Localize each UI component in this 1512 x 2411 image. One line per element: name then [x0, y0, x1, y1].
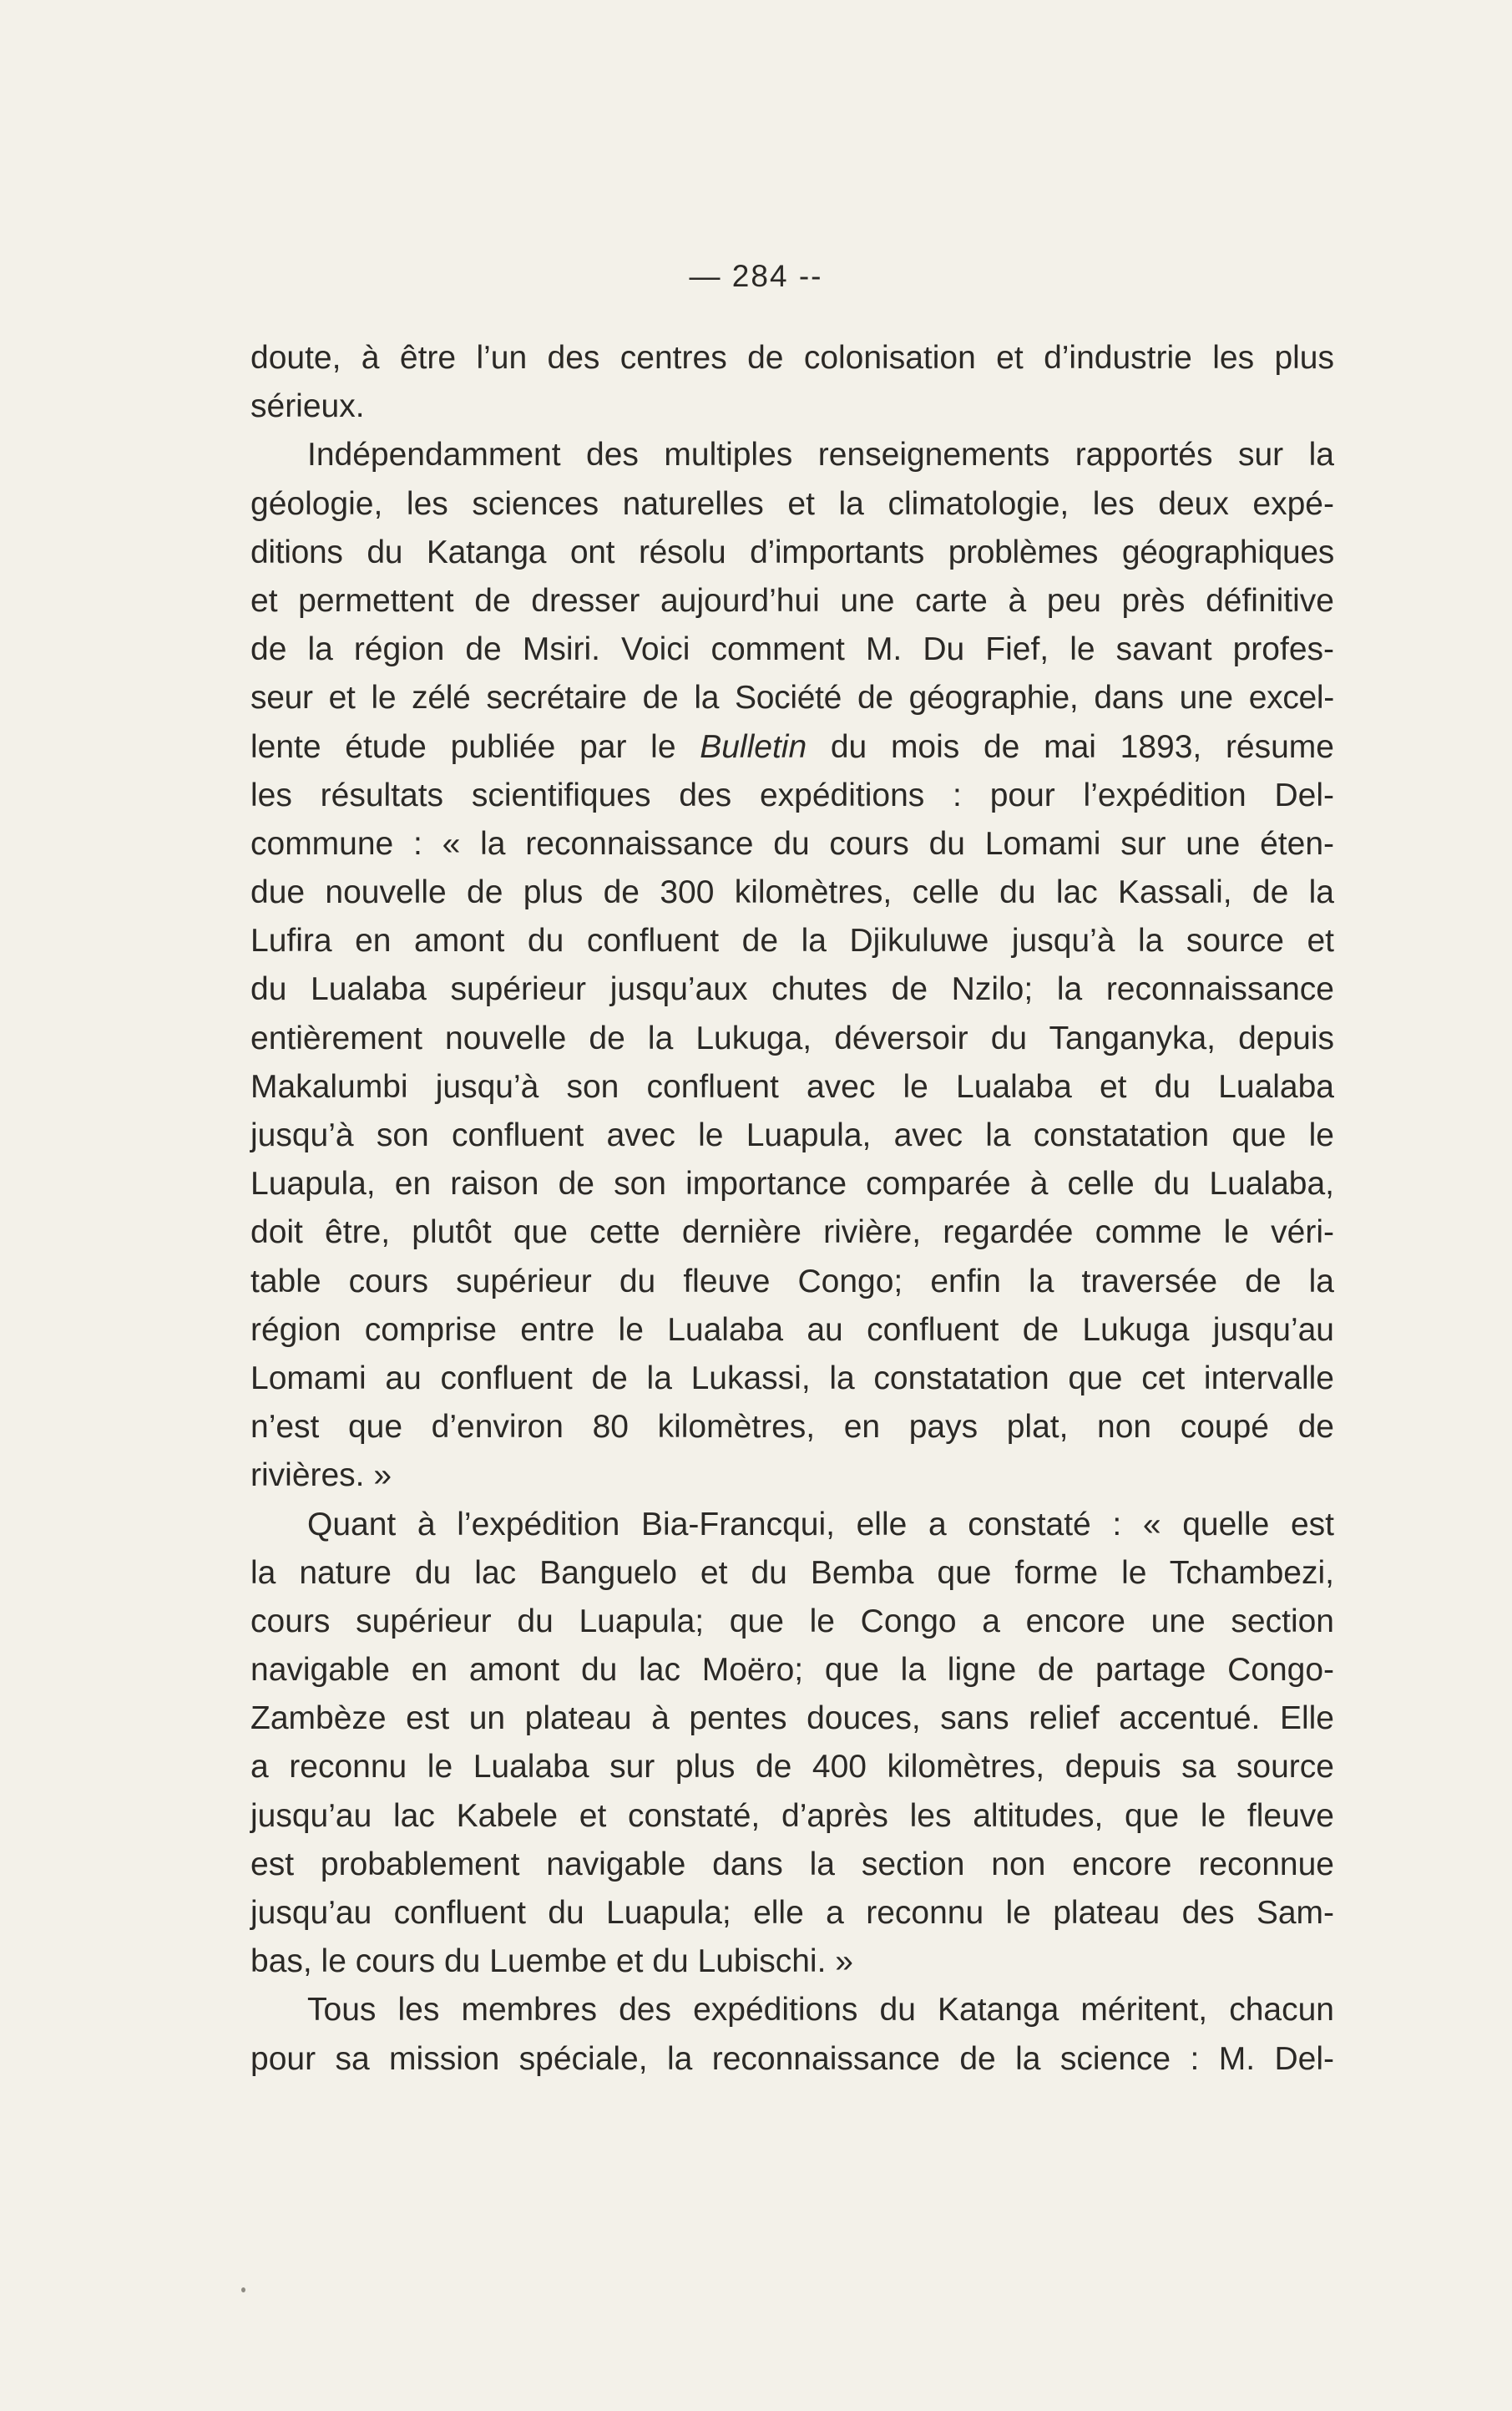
text-line: doit être, plutôt que cette dernière rivière, regardée comme le véri-	[250, 1214, 1334, 1251]
text-line: Makalumbi jusqu’à son confluent avec le Lualaba et du Lualaba	[250, 1068, 1334, 1105]
text-line-with-italic	[250, 723, 1334, 772]
text-line: seur et le zélé secrétaire de la Société de géographie, dans une excel-	[250, 680, 1334, 717]
text-line: table cours supérieur du fleuve Congo; enfin la traversée de la	[250, 1263, 1334, 1299]
text-line: n’est que d’environ 80 kilomètres, en pays plat, non coupé de	[250, 1409, 1334, 1446]
text-line: et permettent de dresser aujourd’hui une carte à peu près définitive	[250, 582, 1334, 619]
paper-speck	[241, 2287, 245, 2292]
text-line: pour sa mission spéciale, la reconnaissance de la science : M. Del-	[250, 2040, 1334, 2077]
text-line: commune : « la reconnaissance du cours du Lomami sur une éten-	[250, 825, 1334, 862]
text-line: doute, à être l’un des centres de colonisation et d’industrie les plus	[250, 340, 1334, 376]
text-segment: du mois de mai 1893, résume	[807, 728, 1334, 765]
text-line: cours supérieur du Luapula; que le Congo a encore une section	[250, 1603, 1334, 1639]
text-line: les résultats scientifiques des expéditions : pour l’expédition Del-	[250, 777, 1334, 813]
text-line: jusqu’au confluent du Luapula; elle a reconnu le plateau des Sam-	[250, 1895, 1334, 1931]
text-line: est probablement navigable dans la section non encore reconnue	[250, 1846, 1334, 1882]
text-line: rivières. »	[250, 1457, 392, 1494]
text-line: du Lualaba supérieur jusqu’aux chutes de Nzilo; la reconnaissance	[250, 971, 1334, 1008]
text-line: Lufira en amont du confluent de la Djikuluwe jusqu’à la source et	[250, 923, 1334, 960]
text-line: sérieux.	[250, 388, 365, 425]
text-segment: lente étude publiée par le	[250, 728, 700, 765]
text-line: la nature du lac Banguelo et du Bemba que forme le Tchambezi,	[250, 1554, 1334, 1591]
text-line: jusqu’à son confluent avec le Luapula, avec la constatation que le	[250, 1117, 1334, 1153]
text-line: a reconnu le Lualaba sur plus de 400 kilomètres, depuis sa source	[250, 1749, 1334, 1785]
paragraph-start-line: Tous les membres des expéditions du Katanga méritent, chacun	[307, 1992, 1334, 2029]
bulletin-title: Bulletin	[700, 728, 807, 765]
paragraph-start-line: Indépendamment des multiples renseignements rapportés sur la	[307, 437, 1334, 474]
text-line: due nouvelle de plus de 300 kilomètres, celle du lac Kassali, de la	[250, 874, 1334, 911]
page-number: — 284 --	[689, 259, 823, 293]
text-line: de la région de Msiri. Voici comment M. Du Fief, le savant profes-	[250, 631, 1334, 668]
text-line: bas, le cours du Luembe et du Lubischi. »	[250, 1943, 853, 1980]
body-text	[250, 334, 1334, 2084]
paragraph-start-line: Quant à l’expédition Bia-Francqui, elle a constaté : « quelle est	[307, 1506, 1334, 1542]
text-line: jusqu’au lac Kabele et constaté, d’après les altitudes, que le fleuve	[250, 1797, 1334, 1834]
text-line: Zambèze est un plateau à pentes douces, sans relief accentué. Elle	[250, 1700, 1334, 1737]
text-line: Lomami au confluent de la Lukassi, la constatation que cet intervalle	[250, 1360, 1334, 1396]
text-line: Luapula, en raison de son importance comparée à celle du Lualaba,	[250, 1166, 1334, 1203]
text-line: entièrement nouvelle de la Lukuga, déversoir du Tanganyka, depuis	[250, 1020, 1334, 1056]
text-line: géologie, les sciences naturelles et la climatologie, les deux expé-	[250, 485, 1334, 522]
text-line: navigable en amont du lac Moëro; que la ligne de partage Congo-	[250, 1652, 1334, 1689]
text-line: ditions du Katanga ont résolu d’importants problèmes géographiques	[250, 534, 1334, 570]
text-line: région comprise entre le Lualaba au confluent de Lukuga jusqu’au	[250, 1311, 1334, 1348]
